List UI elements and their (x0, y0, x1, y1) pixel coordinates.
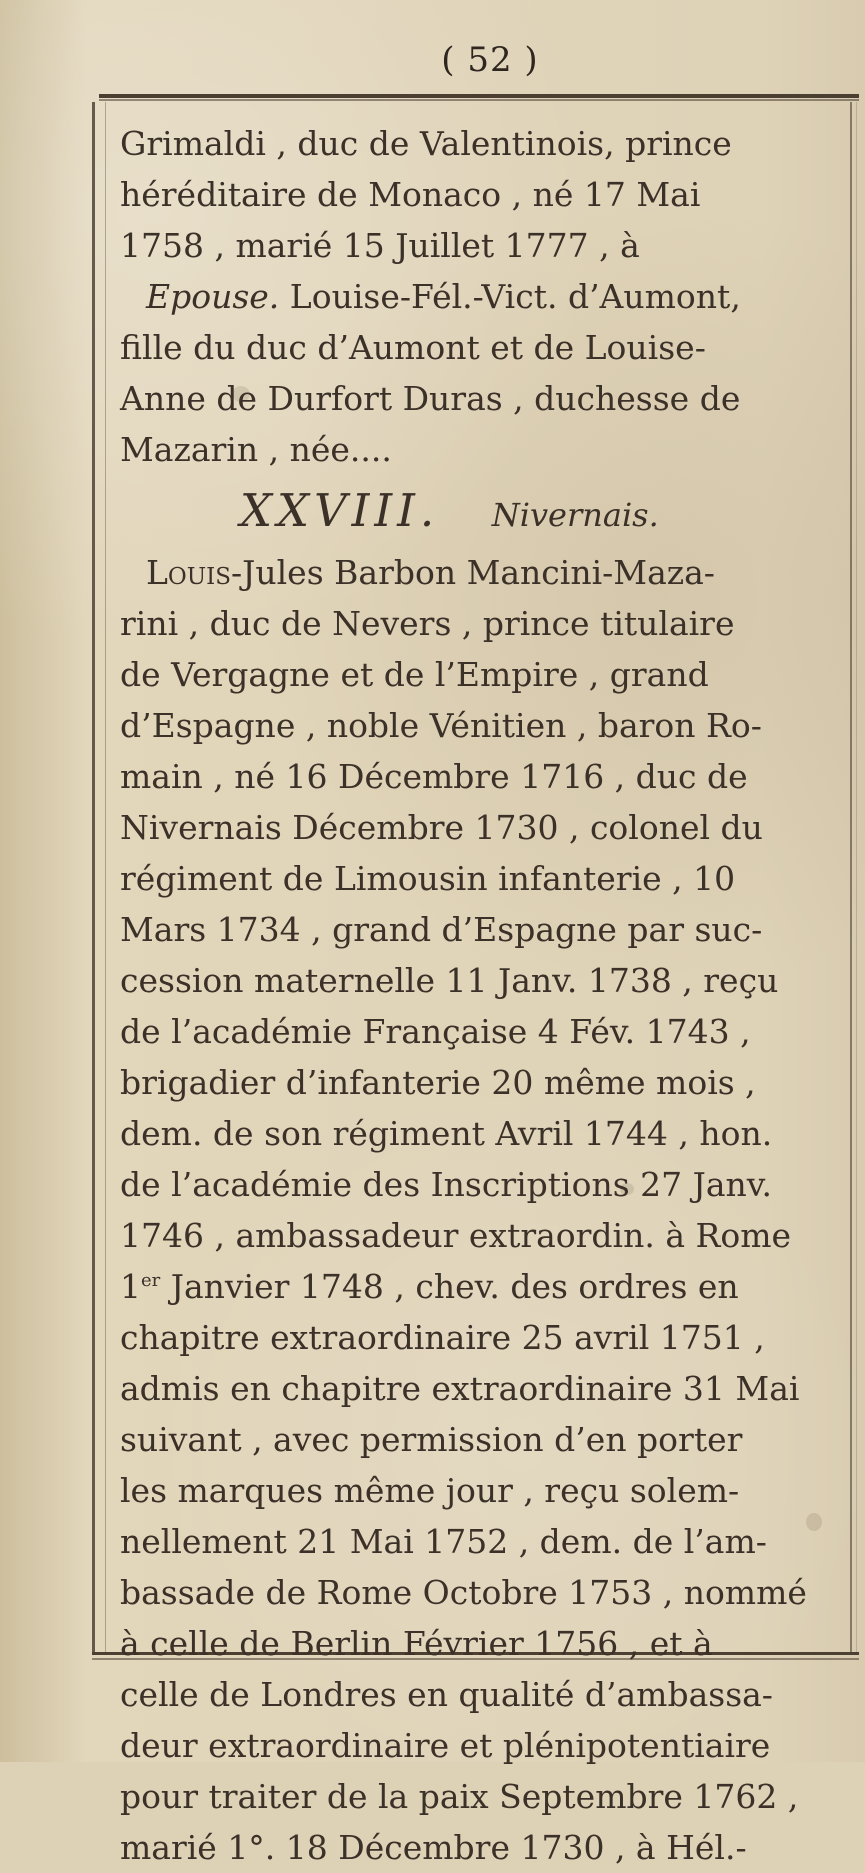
text-line: à celle de Berlin Février 1756 , et à (120, 1624, 713, 1663)
page-text (120, 118, 850, 1873)
text-line-superscript (120, 1261, 850, 1312)
text-line: marié 1°. 18 Décembre 1730 , à Hél.- (120, 1828, 747, 1867)
superscript-suffix: Janvier 1748 , chev. des ordres en (160, 1267, 739, 1306)
text-line: Louise-Fél.-Vict. d’Aumont, (289, 277, 741, 316)
right-border (850, 102, 857, 1652)
section-name: Nivernais. (491, 496, 659, 534)
text-line: 1746 , ambassadeur extraordin. à Rome (120, 1216, 792, 1255)
text-line: cession maternelle 11 Janv. 1738 , reçu (120, 961, 779, 1000)
text-line: fille du duc d’Aumont et de Louise- (120, 328, 706, 367)
spouse-line (120, 271, 850, 322)
text-line: rini , duc de Nevers , prince titulaire (120, 604, 735, 643)
text-line: régiment de Limousin infanterie , 10 (120, 859, 736, 898)
section-heading (120, 475, 850, 547)
text-line: Nivernais Décembre 1730 , colonel du (120, 808, 763, 847)
text-line: Anne de Durfort Duras , duchesse de (120, 379, 741, 418)
text-line: héréditaire de Monaco , né 17 Mai (120, 175, 701, 214)
entry-line-rest: -Jules Barbon Mancini-Maza- (231, 553, 715, 592)
text-line: deur extraordinaire et plénipotentiaire (120, 1726, 771, 1765)
text-line: les marques même jour , reçu solem- (120, 1471, 740, 1510)
text-line: pour traiter de la paix Septembre 1762 , (120, 1777, 799, 1816)
text-line: chapitre extraordinaire 25 avril 1751 , (120, 1318, 765, 1357)
text-line: Mars 1734 , grand d’Espagne par suc- (120, 910, 763, 949)
text-line: Mazarin , née.... (120, 430, 392, 469)
entry-lead: Louis (146, 553, 231, 592)
section-number: XXVIII. (240, 484, 440, 537)
page-number: ( 52 ) (441, 40, 539, 80)
text-line: de l’académie Française 4 Fév. 1743 , (120, 1012, 751, 1051)
text-line: dem. de son régiment Avril 1744 , hon. (120, 1114, 773, 1153)
spouse-label: Epouse. (146, 277, 280, 316)
left-border (92, 102, 106, 1652)
text-line: de l’académie des Inscriptions 27 Janv. (120, 1165, 772, 1204)
text-line: de Vergagne et de l’Empire , grand (120, 655, 709, 694)
text-line: main , né 16 Décembre 1716 , duc de (120, 757, 748, 796)
text-line: 1758 , marié 15 Juillet 1777 , à (120, 226, 640, 265)
text-line: bassade de Rome Octobre 1753 , nommé (120, 1573, 807, 1612)
text-line: nellement 21 Mai 1752 , dem. de l’am- (120, 1522, 767, 1561)
text-line: suivant , avec permission d’en porter (120, 1420, 743, 1459)
text-line: celle de Londres en qualité d’ambassa- (120, 1675, 773, 1714)
text-line: Grimaldi , duc de Valentinois, prince (120, 124, 732, 163)
entry-line (120, 547, 850, 598)
text-line: brigadier d’infanterie 20 même mois , (120, 1063, 756, 1102)
superscript-prefix: 1 (120, 1267, 141, 1306)
top-rule (99, 94, 859, 102)
superscript-text: er (141, 1270, 161, 1291)
text-line: admis en chapitre extraordinaire 31 Mai (120, 1369, 800, 1408)
text-line: d’Espagne , noble Vénitien , baron Ro- (120, 706, 762, 745)
